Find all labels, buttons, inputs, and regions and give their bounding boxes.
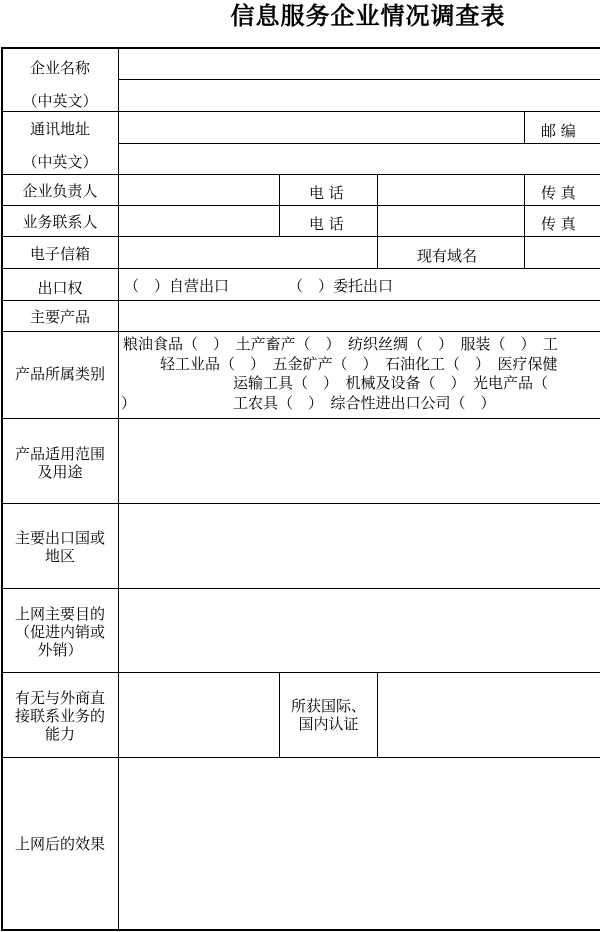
label-line: 上网主要目的 xyxy=(14,605,105,623)
label-online-effect: 上网后的效果 xyxy=(14,835,105,853)
address-field[interactable] xyxy=(120,112,524,174)
label-cn-en: （中英文） xyxy=(22,92,98,110)
head-fax-field[interactable] xyxy=(588,175,600,205)
label-line: 及用途 xyxy=(37,463,83,481)
label-line: 能力 xyxy=(44,725,75,743)
label-product-scope xyxy=(2,445,118,481)
label-phone: 电 话 xyxy=(309,184,344,202)
head-phone-field[interactable] xyxy=(378,175,524,205)
label-line: 有无与外商直 xyxy=(14,689,105,707)
label-address: 通讯地址 xyxy=(29,120,90,138)
label-export-markets xyxy=(2,529,118,565)
label-business-contact: 业务联系人 xyxy=(22,213,98,231)
label-fax: 传 真 xyxy=(541,215,576,233)
company-name-field[interactable] xyxy=(120,48,600,111)
label-email: 电子信箱 xyxy=(29,245,90,263)
business-contact-field[interactable] xyxy=(120,206,279,236)
grid-line xyxy=(2,268,600,269)
label-online-purpose xyxy=(2,605,118,659)
domain-field[interactable] xyxy=(525,237,600,268)
label-line: 接联系业务的 xyxy=(14,707,105,725)
label-cn-en: （中英文） xyxy=(22,153,98,171)
grid-line xyxy=(279,174,280,236)
label-line: 所获国际、 xyxy=(290,697,366,715)
label-export-right: 出口权 xyxy=(37,279,83,297)
label-line: 地区 xyxy=(44,547,75,565)
label-line: 产品适用范围 xyxy=(14,445,105,463)
online-purpose-field[interactable] xyxy=(120,589,600,672)
label-line: 外销） xyxy=(37,641,83,659)
company-head-field[interactable] xyxy=(120,175,279,205)
label-postcode: 邮 编 xyxy=(541,122,576,140)
table-border-left xyxy=(1,47,3,931)
label-phone: 电 话 xyxy=(309,215,344,233)
product-scope-field[interactable] xyxy=(120,419,600,503)
export-markets-field[interactable] xyxy=(120,504,600,588)
label-line: （促进内销或 xyxy=(14,623,105,641)
option-entrusted-export[interactable]: （ ）委托出口 xyxy=(288,277,394,295)
category-line[interactable]: 轻工业品（ ） 五金矿产（ ） 石油化工（ ） 医疗保健 xyxy=(160,355,558,373)
label-domain: 现有域名 xyxy=(417,247,478,265)
label-fax: 传 真 xyxy=(541,184,576,202)
postcode-field[interactable] xyxy=(525,144,600,174)
foreign-business-ability-field[interactable] xyxy=(120,673,279,757)
category-line[interactable]: 运输工具（ ） 机械及设备（ ） 光电产品（ xyxy=(233,374,549,392)
option-self-export[interactable]: （ ）自营出口 xyxy=(124,277,230,295)
label-company-head: 企业负责人 xyxy=(22,182,98,200)
label-line: 国内认证 xyxy=(298,715,359,733)
grid-line xyxy=(524,111,525,143)
label-foreign-business-ability xyxy=(2,689,118,743)
category-line[interactable]: 工农具（ ） 综合性进出口公司（ ） xyxy=(233,394,496,412)
label-certification xyxy=(280,697,377,733)
category-line[interactable]: 粮油食品（ ） 土产畜产（ ） 纺织丝绸（ ） 服装（ ） 工 xyxy=(123,335,559,353)
main-products-field[interactable] xyxy=(120,301,600,331)
category-line[interactable]: ） xyxy=(121,394,137,412)
form-title: 信息服务企业情况调查表 xyxy=(230,2,506,30)
certification-field[interactable] xyxy=(378,673,600,757)
contact-phone-field[interactable] xyxy=(378,206,524,236)
label-company-name: 企业名称 xyxy=(29,59,90,77)
email-field[interactable] xyxy=(120,237,377,268)
online-effect-field[interactable] xyxy=(120,758,600,929)
grid-line xyxy=(2,331,600,332)
label-main-products: 主要产品 xyxy=(29,308,90,326)
label-line: 主要出口国或 xyxy=(14,529,105,547)
table-border-bottom xyxy=(2,929,600,931)
label-column-divider xyxy=(118,47,119,931)
label-product-category: 产品所属类别 xyxy=(14,365,105,383)
